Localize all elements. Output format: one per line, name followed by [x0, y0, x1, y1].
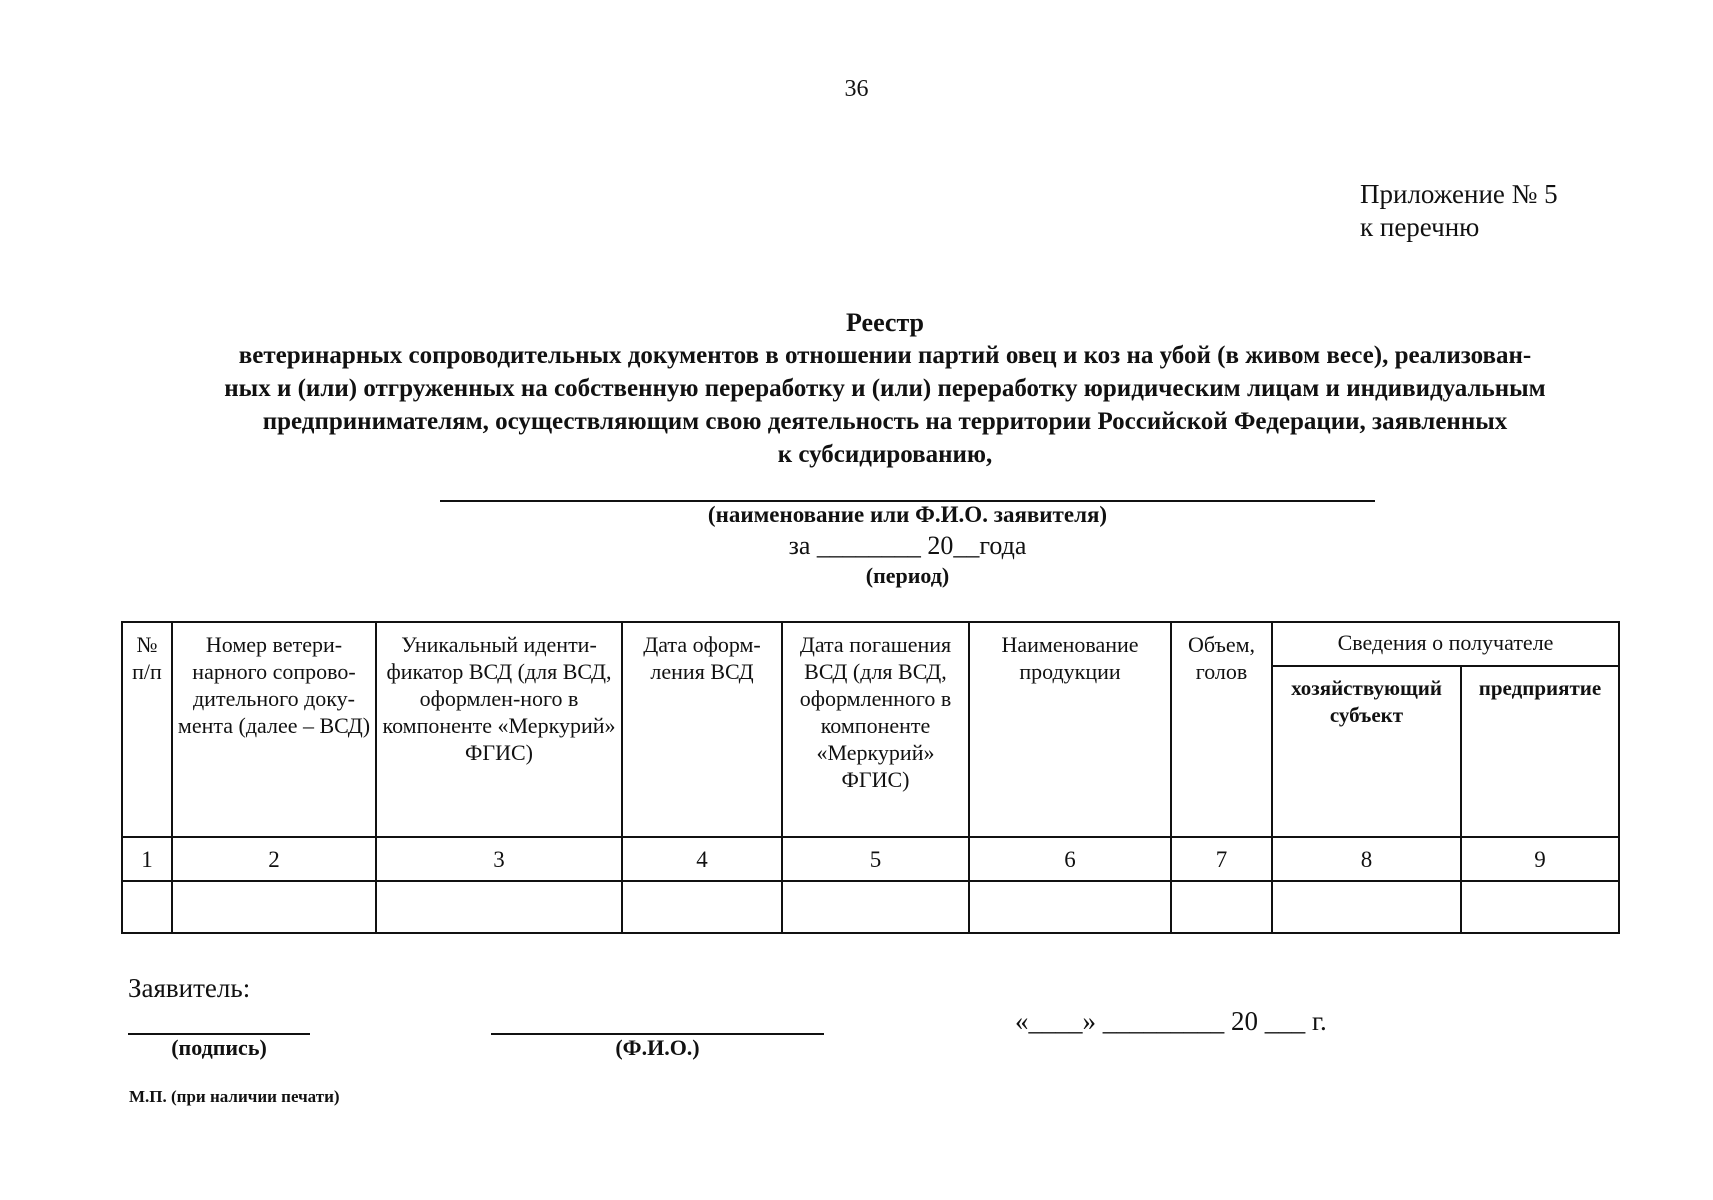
- column-number-row: [122, 837, 1619, 881]
- applicant-name-caption: (наименование или Ф.И.О. заявителя): [707, 502, 1108, 527]
- title-line-4: к субсидированию,: [777, 441, 993, 468]
- page-number: 36: [844, 76, 869, 102]
- appendix-line-2: к перечню: [1360, 212, 1480, 242]
- column-number: 2: [172, 837, 376, 881]
- title-heading: Реестр: [845, 308, 925, 337]
- header-product-name: Наименование продукции: [969, 622, 1171, 837]
- document-title: [140, 306, 1630, 471]
- table-cell: [376, 881, 622, 933]
- column-number: 1: [122, 837, 172, 881]
- column-number: 9: [1461, 837, 1619, 881]
- column-number: 4: [622, 837, 782, 881]
- header-volume: Объем, голов: [1171, 622, 1272, 837]
- table-cell: [1171, 881, 1272, 933]
- header-number: № п/п: [122, 622, 172, 837]
- header-issue-date: Дата оформ-ления ВСД: [622, 622, 782, 837]
- column-number: 6: [969, 837, 1171, 881]
- table-cell: [122, 881, 172, 933]
- table-cell: [969, 881, 1171, 933]
- column-number: 5: [782, 837, 969, 881]
- column-number: 8: [1272, 837, 1461, 881]
- title-line-1: ветеринарных сопроводительных документов в отношении партий овец и коз на убой (в живом весе), реализован-: [238, 342, 1532, 369]
- table-cell: [622, 881, 782, 933]
- stamp-note: М.П. (при наличии печати): [129, 1087, 340, 1106]
- signature-caption: (подпись): [171, 1035, 267, 1060]
- column-number: 7: [1171, 837, 1272, 881]
- header-enterprise: предприятие: [1461, 666, 1619, 837]
- header-vsd-number: Номер ветери-нарного сопрово-дительного доку-мента (далее – ВСД): [172, 622, 376, 837]
- column-number: 3: [376, 837, 622, 881]
- title-line-3: предпринимателям, осуществляющим свою деятельность на территории Российской Федерации, заявленных: [262, 408, 1508, 435]
- empty-data-row: [122, 881, 1619, 933]
- appendix-line-1: Приложение № 5: [1360, 179, 1558, 209]
- table-cell: [782, 881, 969, 933]
- period-line: за ________ 20__года: [788, 531, 1027, 560]
- header-recipient-info: Сведения о получателе: [1272, 622, 1619, 666]
- header-redemption-date: Дата погашения ВСД (для ВСД, оформленного в компоненте «Меркурий» ФГИС): [782, 622, 969, 837]
- header-business-entity: хозяйствующий субъект: [1272, 666, 1461, 837]
- table-cell: [172, 881, 376, 933]
- full-name-caption: (Ф.И.О.): [615, 1035, 700, 1060]
- header-row: [122, 622, 1619, 666]
- period-caption: (период): [865, 563, 950, 588]
- registry-table: [121, 621, 1620, 934]
- date-line: «____» _________ 20 ___ г.: [1015, 1006, 1327, 1036]
- applicant-label: Заявитель:: [128, 973, 251, 1003]
- title-line-2: ных и (или) отгруженных на собственную переработку и (или) переработку юридическим лицам и индивидуальным: [224, 375, 1546, 402]
- table-cell: [1272, 881, 1461, 933]
- appendix-reference: [1360, 178, 1558, 244]
- header-unique-id: Уникальный иденти-фикатор ВСД (для ВСД, оформлен-ного в компоненте «Меркурий» ФГИС): [376, 622, 622, 837]
- table-cell: [1461, 881, 1619, 933]
